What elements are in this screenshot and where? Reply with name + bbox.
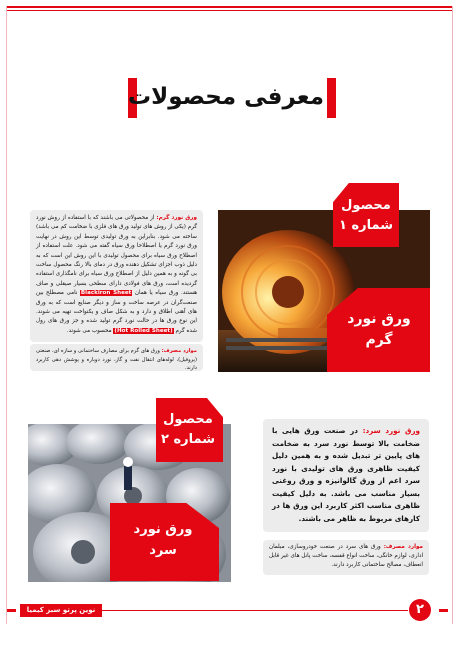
product1-uses-text: ورق های گرم برای مصارف ساختمانی و سازه ای، صنعتی (پروفیل)، لوله‌های انتقال نفت و گاز، نورد دوباره و پوشش دهی کاربرد دارند.	[36, 348, 197, 371]
footer-right-dash	[439, 609, 448, 612]
product1-desc-heading: ورق نورد گرم:	[156, 215, 197, 221]
page-number: ۲	[409, 599, 431, 621]
product1-desc-part2: نامی مصطلح بین صنعت‌گران در عرصه ساخت و ساز و دیگر صنایع است که به ورق های آهنی اطلاق و دارد و به شکل صاف و یکنواخت تهیه می شوند. این نوع ورق ها در حالت نورد گرم تولید شده و جز ورق های رول شده گرم	[36, 290, 197, 334]
product2-uses-text: ورق های سرد در صنعت خودروسازی، مبلمان اداری، لوازم خانگی، ساخت انواع قفسه، ساخت پانل های غیر قابل انعطاف، مصالح ساختمانی کاربرد دارند.	[269, 544, 423, 569]
product2-desc-text: در صنعت ورق هایی با ضخامت بالا توسط نورد سرد به ضخامت های پایین تر تبدیل شده و به همین دلیل کیفیت ظاهری ورق های تولیدی با نورد سرد اعم از ورق گالوانیزه و ورق روغنی بسیار مناسب می باشد. به دلیل کیفیت ظاهری مناسب اکثر کاربرد این ورق ها در کارهای مربوط به ظاهر می باشند.	[272, 426, 420, 523]
product2-number-label: محصول شماره ۲	[160, 412, 215, 447]
product1-number-label: محصول شماره ۱	[338, 198, 393, 233]
top-border-line-thin	[6, 10, 453, 11]
footer-magazine-name: نوین پرتو سبز کیمیا	[26, 606, 96, 614]
product1-desc-part3: محسوب می شوند.	[66, 327, 114, 334]
right-border-line	[452, 6, 453, 624]
product1-uses	[30, 344, 203, 371]
product2-uses-heading: موارد مصرف:	[383, 544, 423, 550]
footer-left-dash	[7, 609, 16, 612]
title-right-bar	[327, 78, 336, 118]
product1-desc-term1: Blackiron Sheet	[80, 290, 132, 297]
product1-desc-part1: از محصولاتی می باشند که با استفاده از روش نورد گرم (یکی از روش های تولید ورق های فلزی با ضخامت کم می باشد) ساخته می شود. بنابراین به ورق تولیدی توسط این روش در نهایت ورق نورد گرم یا اصطلاحا ورق سیاه گفته می شود. علت استفاده از اصطلاح ورق سیاه برای محصول تولیدی با این روش این است که به دلیل ذوب اجزای تشکیل دهنده ورق در دمای بالا رنگ محصول ساخت بی گونه و به همین دلیل از اصطلاح ورق سیاه برای نامگذاری استفاده گردیده است، ورق های فولادی دارای سطحی بسیار صیقلی و صاف هستند. ورق سیاه یا همان	[36, 215, 198, 297]
footer-line	[102, 610, 408, 611]
product2-uses	[263, 540, 429, 575]
page-title: معرفی محصولات	[127, 84, 324, 110]
page-title-block	[128, 78, 336, 118]
product1-desc-term2: (Hot Rolled Sheet)	[114, 327, 173, 334]
product2-desc-heading: ورق نورد سرد:	[362, 426, 421, 435]
product2-description	[263, 419, 429, 532]
product1-name-label: ورق نورد گرم	[347, 311, 411, 348]
product2-name-label: ورق نورد سرد	[133, 522, 193, 558]
product1-uses-heading: موارد مصرف:	[161, 348, 197, 354]
left-border-line	[6, 6, 7, 624]
product1-description	[30, 210, 203, 342]
top-border-line	[6, 6, 453, 8]
